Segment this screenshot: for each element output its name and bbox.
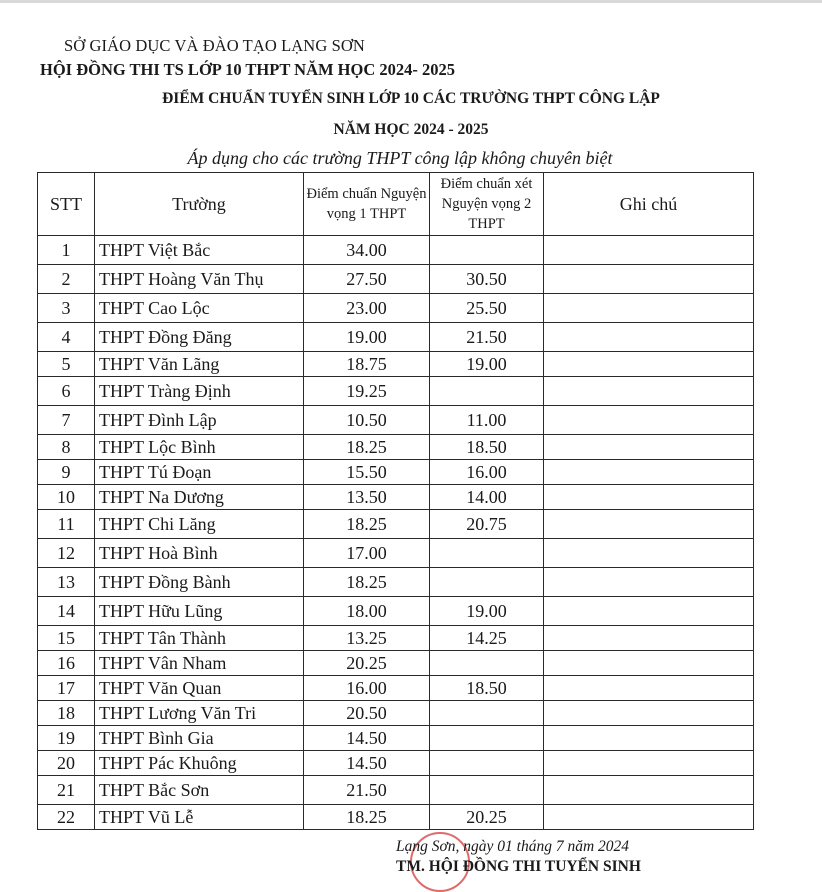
signature-title: TM. HỘI ĐỒNG THI TUYỂN SINH xyxy=(396,858,641,875)
row-nv1-score: 16.00 xyxy=(304,676,430,701)
row-stt: 16 xyxy=(38,651,95,676)
row-nv1-score: 18.00 xyxy=(304,597,430,626)
table-row xyxy=(38,626,754,651)
row-nv1-score: 18.25 xyxy=(304,435,430,460)
row-nv2-score xyxy=(430,236,544,265)
row-note xyxy=(544,805,754,830)
row-stt: 3 xyxy=(38,294,95,323)
row-nv2-score: 20.75 xyxy=(430,510,544,539)
table-row xyxy=(38,406,754,435)
row-stt: 8 xyxy=(38,435,95,460)
row-stt: 20 xyxy=(38,751,95,776)
row-nv2-score xyxy=(430,377,544,406)
row-school: THPT Đình Lập xyxy=(95,406,304,435)
row-stt: 22 xyxy=(38,805,95,830)
row-stt: 4 xyxy=(38,323,95,352)
table-row xyxy=(38,510,754,539)
row-nv1-score: 17.00 xyxy=(304,539,430,568)
row-note xyxy=(544,701,754,726)
row-school: THPT Na Dương xyxy=(95,485,304,510)
row-note xyxy=(544,676,754,701)
table-body xyxy=(38,236,754,830)
table-row xyxy=(38,776,754,805)
table-row xyxy=(38,701,754,726)
row-note xyxy=(544,460,754,485)
row-nv2-score: 20.25 xyxy=(430,805,544,830)
top-border xyxy=(0,0,822,3)
row-stt: 12 xyxy=(38,539,95,568)
table-row xyxy=(38,726,754,751)
row-note xyxy=(544,265,754,294)
row-school: THPT Chi Lăng xyxy=(95,510,304,539)
row-nv2-score: 11.00 xyxy=(430,406,544,435)
table-row xyxy=(38,568,754,597)
row-nv2-score: 14.00 xyxy=(430,485,544,510)
row-school: THPT Tràng Định xyxy=(95,377,304,406)
table-row xyxy=(38,676,754,701)
table-row xyxy=(38,460,754,485)
row-school: THPT Văn Lãng xyxy=(95,352,304,377)
row-stt: 9 xyxy=(38,460,95,485)
table-row xyxy=(38,377,754,406)
row-note xyxy=(544,751,754,776)
table-row xyxy=(38,805,754,830)
table-row xyxy=(38,323,754,352)
row-nv1-score: 20.50 xyxy=(304,701,430,726)
row-school: THPT Tú Đoạn xyxy=(95,460,304,485)
table-row xyxy=(38,435,754,460)
header-stt: STT xyxy=(38,173,95,236)
table-row xyxy=(38,539,754,568)
signing-date: Lạng Sơn, ngày 01 tháng 7 năm 2024 xyxy=(396,838,630,855)
row-note xyxy=(544,726,754,751)
table-row xyxy=(38,352,754,377)
row-stt: 11 xyxy=(38,510,95,539)
row-nv1-score: 18.25 xyxy=(304,568,430,597)
row-school: THPT Bình Gia xyxy=(95,726,304,751)
table-row xyxy=(38,651,754,676)
row-note xyxy=(544,539,754,568)
row-nv2-score xyxy=(430,751,544,776)
row-note xyxy=(544,236,754,265)
row-nv1-score: 14.50 xyxy=(304,751,430,776)
row-stt: 14 xyxy=(38,597,95,626)
row-nv2-score xyxy=(430,651,544,676)
table-header-row xyxy=(38,173,754,236)
row-note xyxy=(544,568,754,597)
row-nv1-score: 14.50 xyxy=(304,726,430,751)
row-stt: 5 xyxy=(38,352,95,377)
row-nv2-score: 14.25 xyxy=(430,626,544,651)
header-school: Trường xyxy=(95,173,304,236)
row-note xyxy=(544,651,754,676)
row-school: THPT Lộc Bình xyxy=(95,435,304,460)
row-nv1-score: 27.50 xyxy=(304,265,430,294)
row-nv2-score: 19.00 xyxy=(430,352,544,377)
row-nv2-score xyxy=(430,776,544,805)
council-name: HỘI ĐỒNG THI TS LỚP 10 THPT NĂM HỌC 2024- 2025 xyxy=(40,60,456,79)
department-name: SỞ GIÁO DỤC VÀ ĐÀO TẠO LẠNG SƠN xyxy=(64,36,365,55)
row-nv1-score: 19.00 xyxy=(304,323,430,352)
row-note xyxy=(544,510,754,539)
row-school: THPT Đồng Bành xyxy=(95,568,304,597)
row-nv1-score: 13.25 xyxy=(304,626,430,651)
row-nv2-score: 25.50 xyxy=(430,294,544,323)
row-nv2-score xyxy=(430,701,544,726)
admission-score-table xyxy=(37,172,754,830)
table-row xyxy=(38,236,754,265)
row-nv2-score xyxy=(430,726,544,751)
table-row xyxy=(38,597,754,626)
row-nv1-score: 18.25 xyxy=(304,510,430,539)
row-nv1-score: 15.50 xyxy=(304,460,430,485)
row-nv1-score: 21.50 xyxy=(304,776,430,805)
row-school: THPT Tân Thành xyxy=(95,626,304,651)
row-stt: 19 xyxy=(38,726,95,751)
row-nv1-score: 23.00 xyxy=(304,294,430,323)
row-school: THPT Pác Khuông xyxy=(95,751,304,776)
row-note xyxy=(544,352,754,377)
row-school: THPT Việt Bắc xyxy=(95,236,304,265)
row-nv2-score: 19.00 xyxy=(430,597,544,626)
row-note xyxy=(544,776,754,805)
row-note xyxy=(544,485,754,510)
row-nv2-score: 16.00 xyxy=(430,460,544,485)
row-nv2-score: 18.50 xyxy=(430,676,544,701)
row-stt: 13 xyxy=(38,568,95,597)
document-title: ĐIỂM CHUẨN TUYỂN SINH LỚP 10 CÁC TRƯỜNG THPT CÔNG LẬP xyxy=(162,90,660,107)
row-note xyxy=(544,294,754,323)
table-row xyxy=(38,751,754,776)
header-nv1: Điểm chuẩn Nguyện vọng 1 THPT xyxy=(304,173,430,236)
row-stt: 21 xyxy=(38,776,95,805)
row-nv2-score: 21.50 xyxy=(430,323,544,352)
row-stt: 2 xyxy=(38,265,95,294)
row-note xyxy=(544,435,754,460)
row-note xyxy=(544,597,754,626)
row-school: THPT Hoàng Văn Thụ xyxy=(95,265,304,294)
row-note xyxy=(544,323,754,352)
row-stt: 18 xyxy=(38,701,95,726)
row-stt: 17 xyxy=(38,676,95,701)
row-nv1-score: 18.25 xyxy=(304,805,430,830)
row-school: THPT Lương Văn Tri xyxy=(95,701,304,726)
row-school: THPT Vân Nham xyxy=(95,651,304,676)
row-stt: 15 xyxy=(38,626,95,651)
row-nv2-score xyxy=(430,539,544,568)
row-nv2-score: 18.50 xyxy=(430,435,544,460)
row-school: THPT Hữu Lũng xyxy=(95,597,304,626)
row-note xyxy=(544,406,754,435)
table-row xyxy=(38,265,754,294)
row-note xyxy=(544,377,754,406)
row-nv1-score: 13.50 xyxy=(304,485,430,510)
row-nv1-score: 19.25 xyxy=(304,377,430,406)
row-note xyxy=(544,626,754,651)
row-school: THPT Vũ Lễ xyxy=(95,805,304,830)
row-stt: 10 xyxy=(38,485,95,510)
header-note: Ghi chú xyxy=(544,173,754,236)
school-year: NĂM HỌC 2024 - 2025 xyxy=(333,121,489,138)
row-nv1-score: 20.25 xyxy=(304,651,430,676)
row-nv2-score xyxy=(430,568,544,597)
row-school: THPT Đồng Đăng xyxy=(95,323,304,352)
header-nv2: Điểm chuẩn xét Nguyện vọng 2 THPT xyxy=(430,173,544,236)
row-stt: 1 xyxy=(38,236,95,265)
table-row xyxy=(38,294,754,323)
row-school: THPT Cao Lộc xyxy=(95,294,304,323)
row-stt: 6 xyxy=(38,377,95,406)
table-row xyxy=(38,485,754,510)
row-nv1-score: 18.75 xyxy=(304,352,430,377)
applies-to-note: Áp dụng cho các trường THPT công lập không chuyên biệt xyxy=(187,148,613,168)
row-nv2-score: 30.50 xyxy=(430,265,544,294)
row-school: THPT Bắc Sơn xyxy=(95,776,304,805)
row-nv1-score: 10.50 xyxy=(304,406,430,435)
row-stt: 7 xyxy=(38,406,95,435)
row-school: THPT Văn Quan xyxy=(95,676,304,701)
row-nv1-score: 34.00 xyxy=(304,236,430,265)
row-school: THPT Hoà Bình xyxy=(95,539,304,568)
